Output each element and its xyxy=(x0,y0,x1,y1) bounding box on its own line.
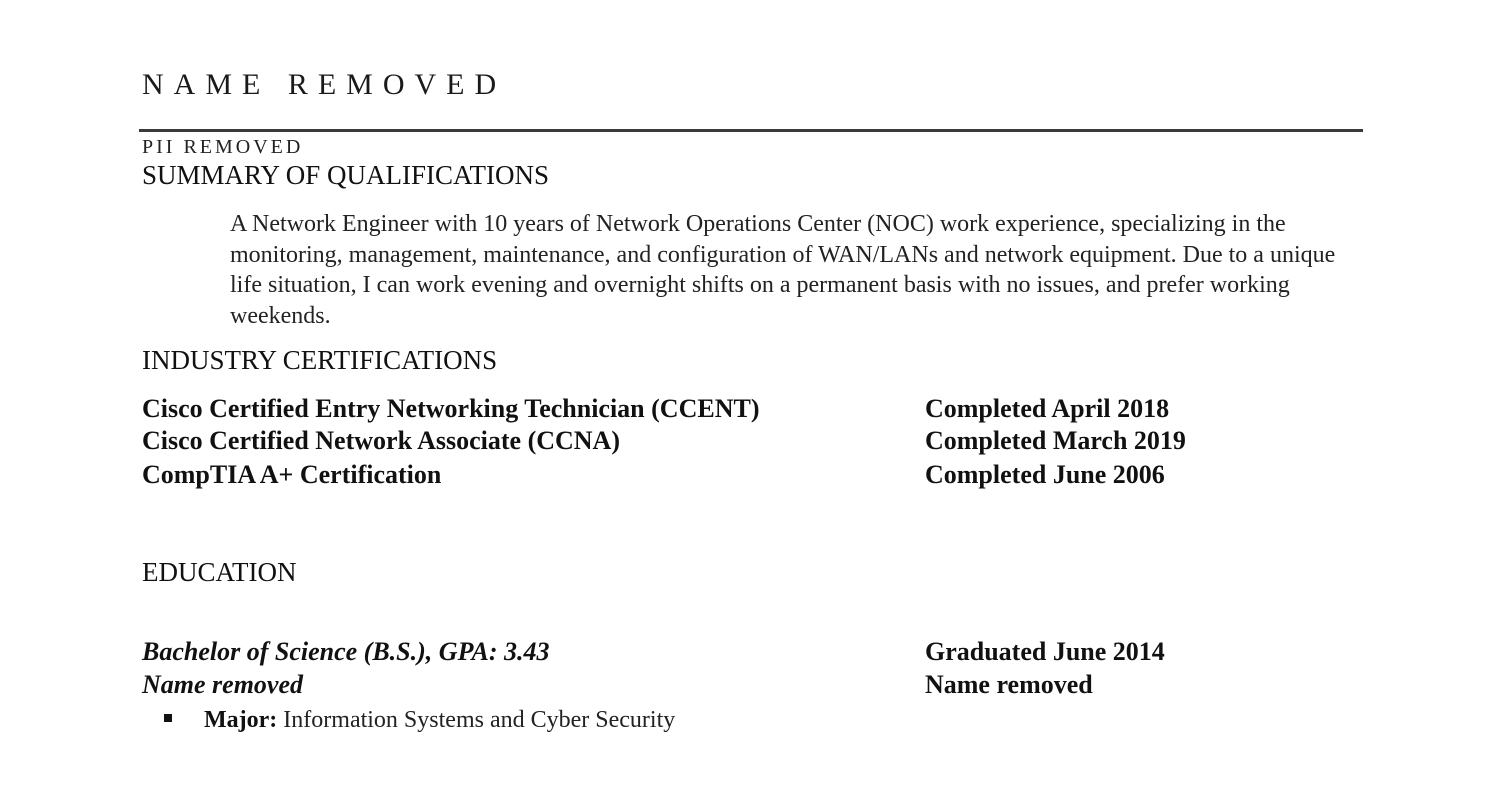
certification-name: Cisco Certified Entry Networking Technician (CCENT) xyxy=(142,394,760,423)
degree-title: Bachelor of Science (B.S.), GPA: 3.43 xyxy=(142,637,550,666)
contact-info: PII REMOVED xyxy=(142,136,304,158)
header-divider xyxy=(139,129,1363,132)
major-label: Major: xyxy=(204,707,278,733)
certification-row xyxy=(142,394,1362,426)
certification-row xyxy=(142,426,1362,458)
candidate-name: NAME REMOVED xyxy=(142,68,507,101)
certification-date: Completed June 2006 xyxy=(925,460,1165,489)
education-school-row xyxy=(142,670,1362,702)
major-value: Information Systems and Cyber Security xyxy=(283,707,676,733)
summary-heading: SUMMARY OF QUALIFICATIONS xyxy=(142,160,550,190)
school-name-right: Name removed xyxy=(925,670,1093,699)
certification-date: Completed March 2019 xyxy=(925,426,1186,455)
certification-name: CompTIA A+ Certification xyxy=(142,460,442,489)
certification-name: Cisco Certified Network Associate (CCNA) xyxy=(142,426,620,455)
certifications-heading: INDUSTRY CERTIFICATIONS xyxy=(142,345,498,375)
school-name: Name removed xyxy=(142,670,304,699)
square-bullet-icon xyxy=(164,714,172,722)
major-bullet xyxy=(164,707,675,734)
certification-row xyxy=(142,460,1362,492)
certification-date: Completed April 2018 xyxy=(925,394,1170,423)
education-degree-row xyxy=(142,637,1362,669)
graduation-date: Graduated June 2014 xyxy=(925,637,1165,666)
education-heading: EDUCATION xyxy=(142,557,297,587)
summary-paragraph: A Network Engineer with 10 years of Network Operations Center (NOC) work experience, specializing in the monitoring, management, maintenance, and configuration of WAN/LANs and network equipment. Due to a unique life situation, I can work evening and overnight shifts on a permanent basis with no issues, and prefer working weekends. xyxy=(230,211,1336,329)
